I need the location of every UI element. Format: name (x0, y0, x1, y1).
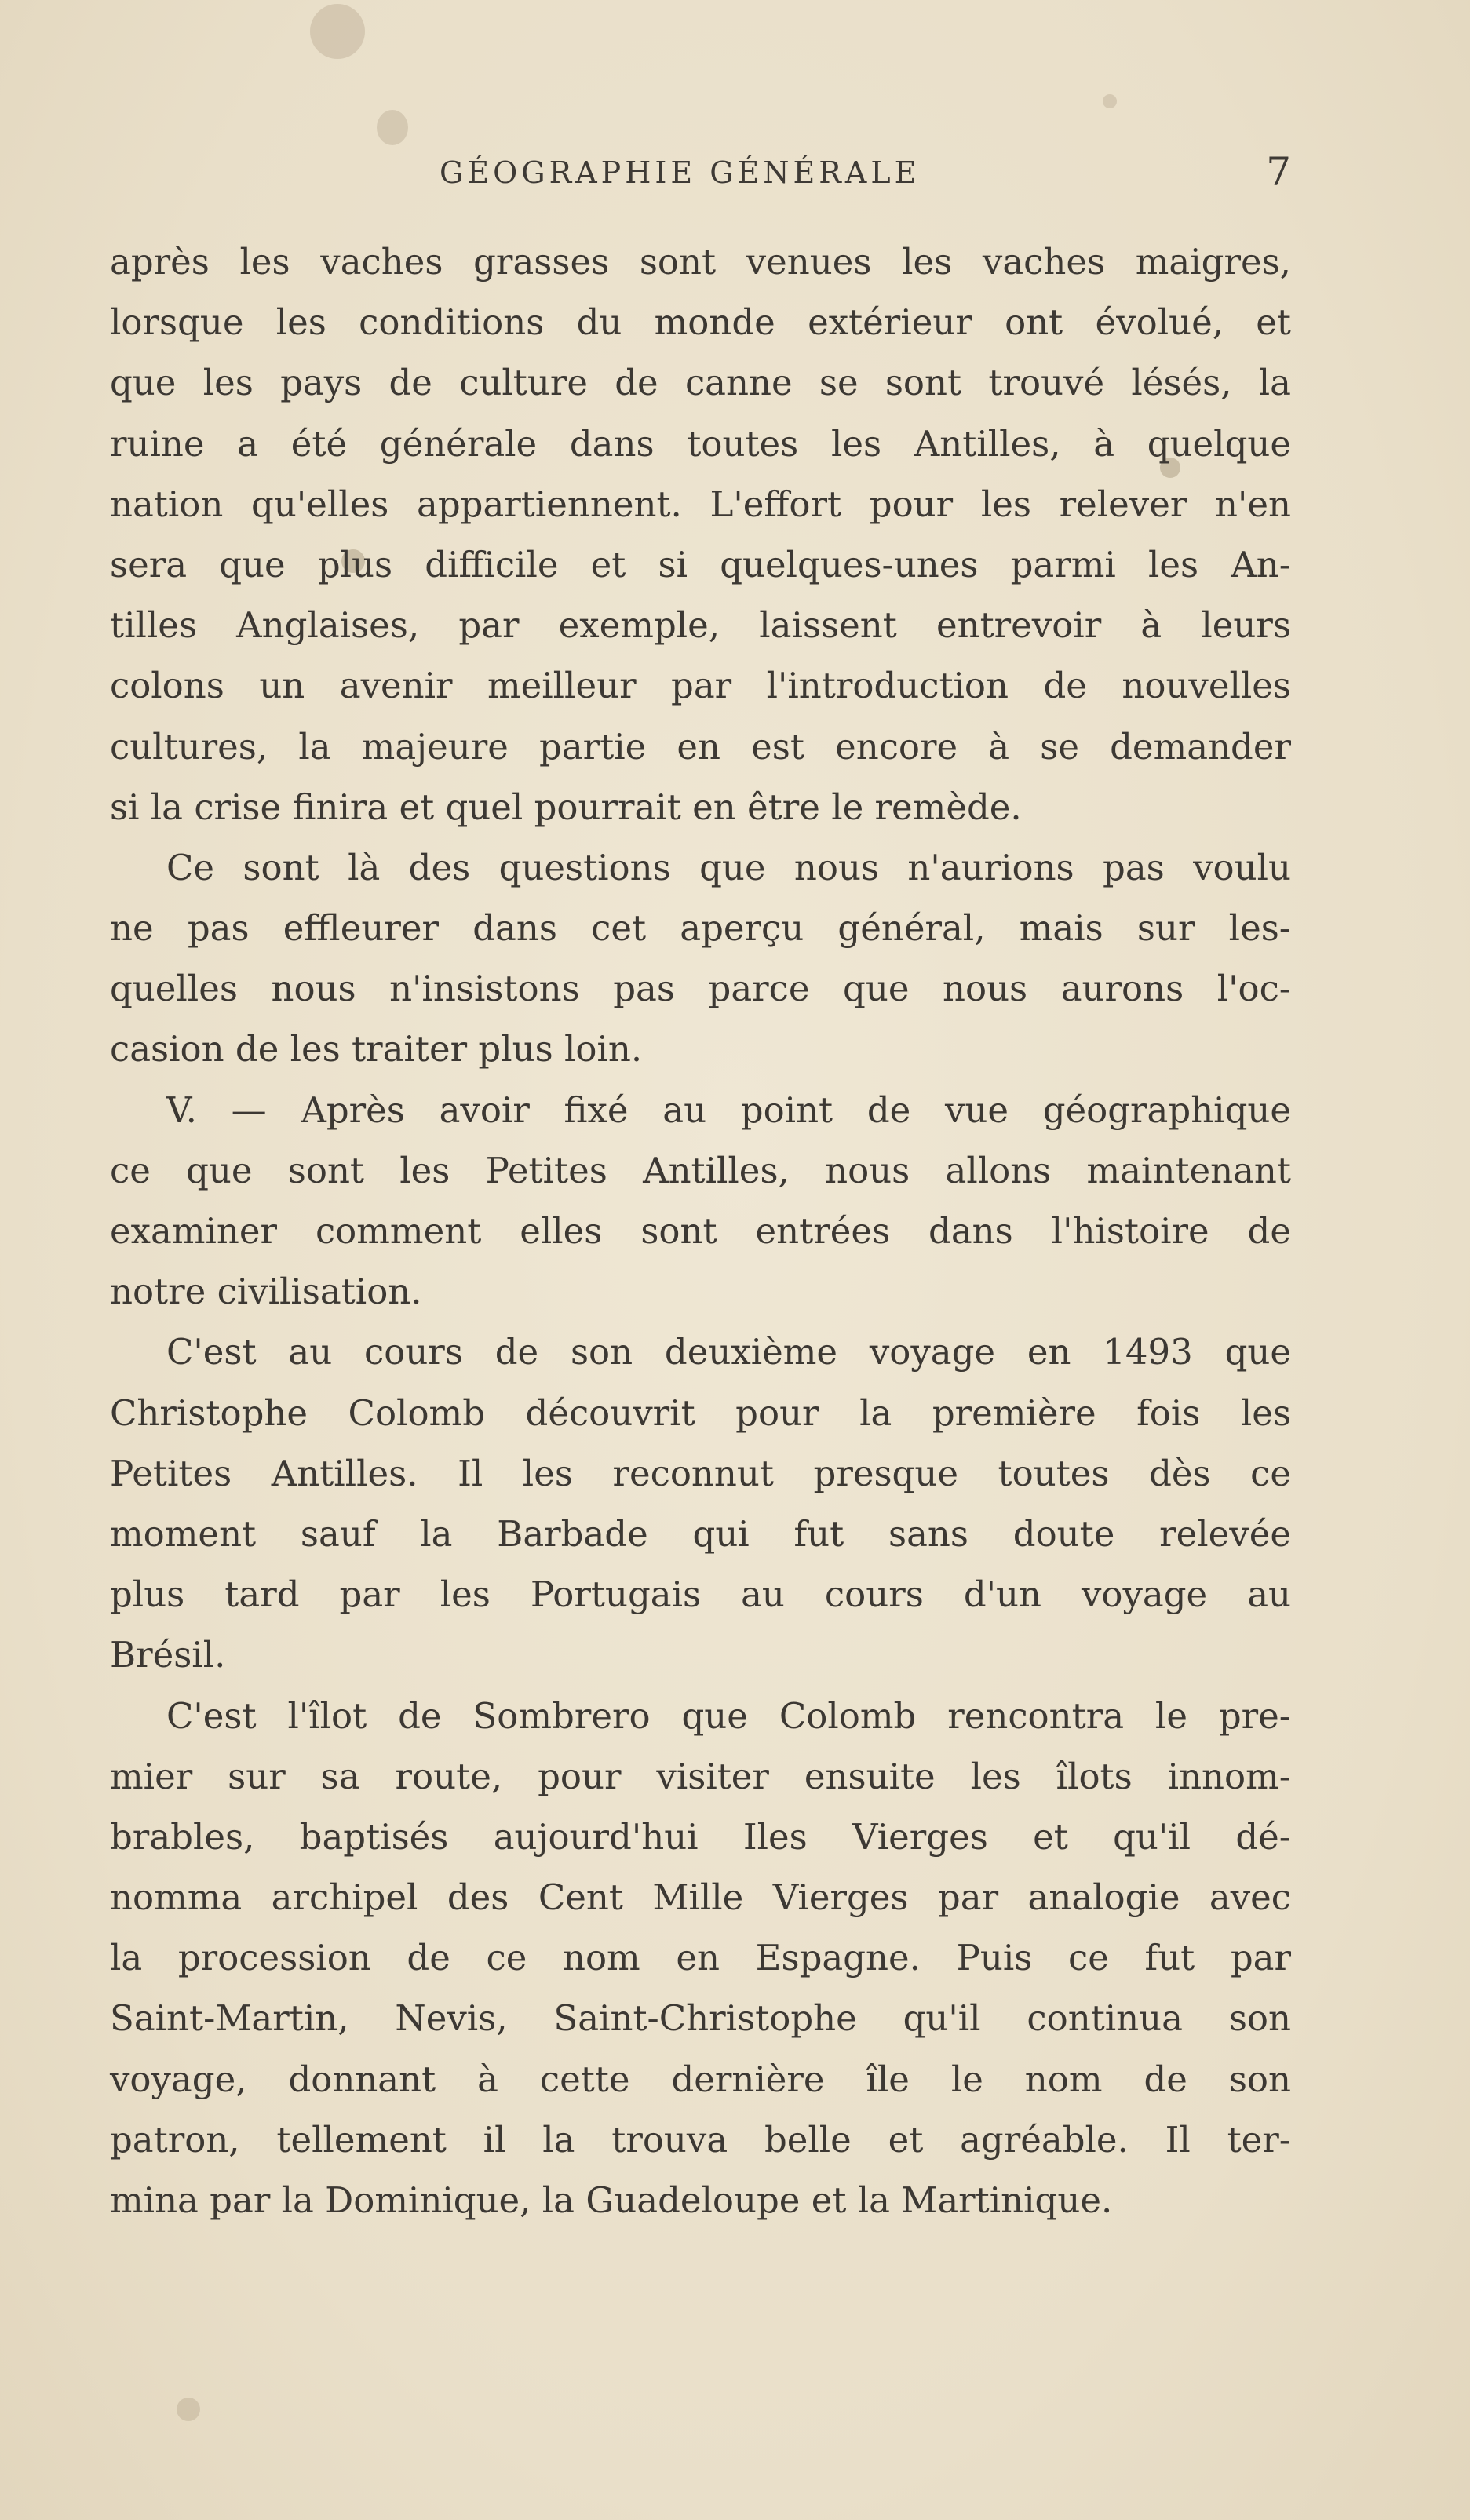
text-line: après les vaches grasses sont venues les vaches maigres, (110, 241, 1291, 283)
page-header (110, 149, 1291, 204)
running-title: GÉOGRAPHIE GÉNÉRALE (440, 155, 921, 190)
text-line: brables, baptisés aujourd'hui Iles Vierges et qu'il dé- (110, 1815, 1291, 1858)
paper-stain (310, 4, 365, 59)
text-line: que les pays de culture de canne se sont trouvé lésés, la (110, 362, 1291, 404)
text-line: C'est l'îlot de Sombrero que Colomb rencontra le pre- (166, 1694, 1291, 1737)
text-line: Christophe Colomb découvrit pour la première fois les (110, 1391, 1291, 1434)
page-number: 7 (1266, 149, 1291, 195)
text-line: tilles Anglaises, par exemple, laissent entrevoir à leurs (110, 604, 1291, 647)
text-line: plus tard par les Portugais au cours d'un voyage au (110, 1574, 1291, 1616)
text-line: C'est au cours de son deuxième voyage en 1493 que (166, 1331, 1291, 1373)
text-line: lorsque les conditions du monde extérieur ont évolué, et (110, 301, 1291, 344)
paper-stain (377, 110, 408, 145)
text-line: la procession de ce nom en Espagne. Puis ce fut par (110, 1937, 1291, 1979)
text-line: cultures, la majeure partie en est encore à se demander (110, 725, 1291, 768)
text-line: colons un avenir meilleur par l'introduction de nouvelles (110, 665, 1291, 707)
paper-stain (177, 2398, 200, 2421)
text-line: voyage, donnant à cette dernière île le nom de son (110, 2058, 1291, 2100)
text-line: si la crise finira et quel pourrait en être le remède. (110, 786, 1022, 828)
text-line: patron, tellement il la trouva belle et agréable. Il ter- (110, 2118, 1291, 2161)
text-line: moment sauf la Barbade qui fut sans doute relevée (110, 1512, 1291, 1555)
text-line: casion de les traiter plus loin. (110, 1028, 643, 1070)
text-line: sera que plus difficile et si quelques-unes parmi les An- (110, 543, 1291, 585)
text-line: ne pas effleurer dans cet aperçu général, mais sur les- (110, 907, 1291, 950)
text-line: nomma archipel des Cent Mille Vierges par analogie avec (110, 1876, 1291, 1919)
text-line: V. — Après avoir fixé au point de vue géographique (166, 1089, 1291, 1131)
text-line: Saint-Martin, Nevis, Saint-Christophe qu'il continua son (110, 1997, 1291, 2040)
text-line: Brésil. (110, 1634, 226, 1676)
body-text (110, 232, 1291, 2230)
text-line: quelles nous n'insistons pas parce que nous aurons l'oc- (110, 968, 1291, 1010)
text-line: notre civilisation. (110, 1271, 422, 1313)
text-line: examiner comment elles sont entrées dans l'histoire de (110, 1210, 1291, 1252)
text-line: mier sur sa route, pour visiter ensuite les îlots innom- (110, 1755, 1291, 1797)
text-line: Petites Antilles. Il les reconnut presque toutes dès ce (110, 1452, 1291, 1494)
text-line: ce que sont les Petites Antilles, nous allons maintenant (110, 1149, 1291, 1191)
text-line: ruine a été générale dans toutes les Antilles, à quelque (110, 422, 1291, 465)
text-line: nation qu'elles appartiennent. L'effort pour les relever n'en (110, 483, 1291, 525)
text-line: Ce sont là des questions que nous n'aurions pas voulu (166, 846, 1291, 888)
paper-stain (1103, 94, 1117, 108)
text-line: mina par la Dominique, la Guadeloupe et la Martinique. (110, 2179, 1113, 2221)
